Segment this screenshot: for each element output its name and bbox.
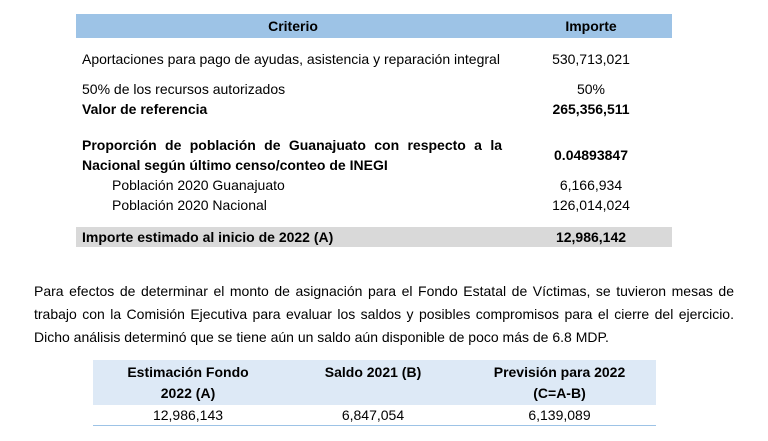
importe-table-header [76, 14, 672, 38]
table-row [76, 39, 672, 79]
table-row [76, 195, 672, 215]
spacer [76, 119, 672, 135]
row-label: Población 2020 Guanajuato [112, 177, 285, 193]
prevision-table-header [93, 360, 656, 405]
row-label: Población 2020 Nacional [112, 197, 267, 213]
table-row [76, 175, 672, 195]
row-label: 50% de los recursos autorizados [82, 81, 286, 97]
saldo-header: Saldo 2021 (B) [324, 364, 422, 380]
prevision-value: 6,139,089 [528, 407, 591, 423]
row-value: 126,014,024 [552, 197, 630, 213]
table-row [76, 99, 672, 119]
row-value: 50% [576, 81, 606, 97]
estimacion-header-line1: Estimación Fondo [127, 364, 249, 380]
row-value: 6,166,934 [559, 177, 623, 193]
total-row [76, 227, 672, 247]
estimacion-header-line2: 2022 (A) [160, 385, 216, 401]
prevision-header-line2: (C=A-B) [533, 385, 586, 401]
body-paragraph: Para efectos de determinar el monto de asignación para el Fondo Estatal de Víctimas, se tuvieron mesas de trabajo con la Comisión Ejecutiva para evaluar los saldos y posibles compromisos para el cierre del ejercicio. Dicho análisis determinó que se tiene aún un saldo aún disponible de poco más de 6.8 MDP. [34, 283, 734, 345]
estimacion-value: 12,986,143 [152, 407, 224, 423]
importe-header: Importe [565, 18, 617, 34]
prevision-header [463, 360, 656, 405]
criterio-header: Criterio [268, 18, 318, 34]
prevision-table [93, 360, 656, 426]
row-label: Valor de referencia [82, 101, 208, 117]
saldo-value: 6,847,054 [341, 407, 405, 423]
table-row [76, 135, 672, 175]
table-row [76, 79, 672, 99]
row-label: Proporción de población de Guanajuato con respecto a la Nacional según último censo/conteo de INEGI [82, 137, 502, 173]
row-value: 0.04893847 [554, 147, 628, 163]
row-label: Importe estimado al inicio de 2022 (A) [82, 229, 334, 245]
estimacion-header [93, 360, 283, 405]
prevision-header-line1: Previsión para 2022 [493, 364, 626, 380]
prevision-values-row [93, 405, 656, 426]
importe-table [76, 14, 672, 247]
row-value: 530,713,021 [552, 51, 630, 67]
row-value: 12,986,142 [555, 229, 627, 245]
row-label: Aportaciones para pago de ayudas, asistencia y reparación integral [82, 51, 500, 67]
spacer [76, 215, 672, 227]
row-value: 265,356,511 [552, 101, 630, 117]
